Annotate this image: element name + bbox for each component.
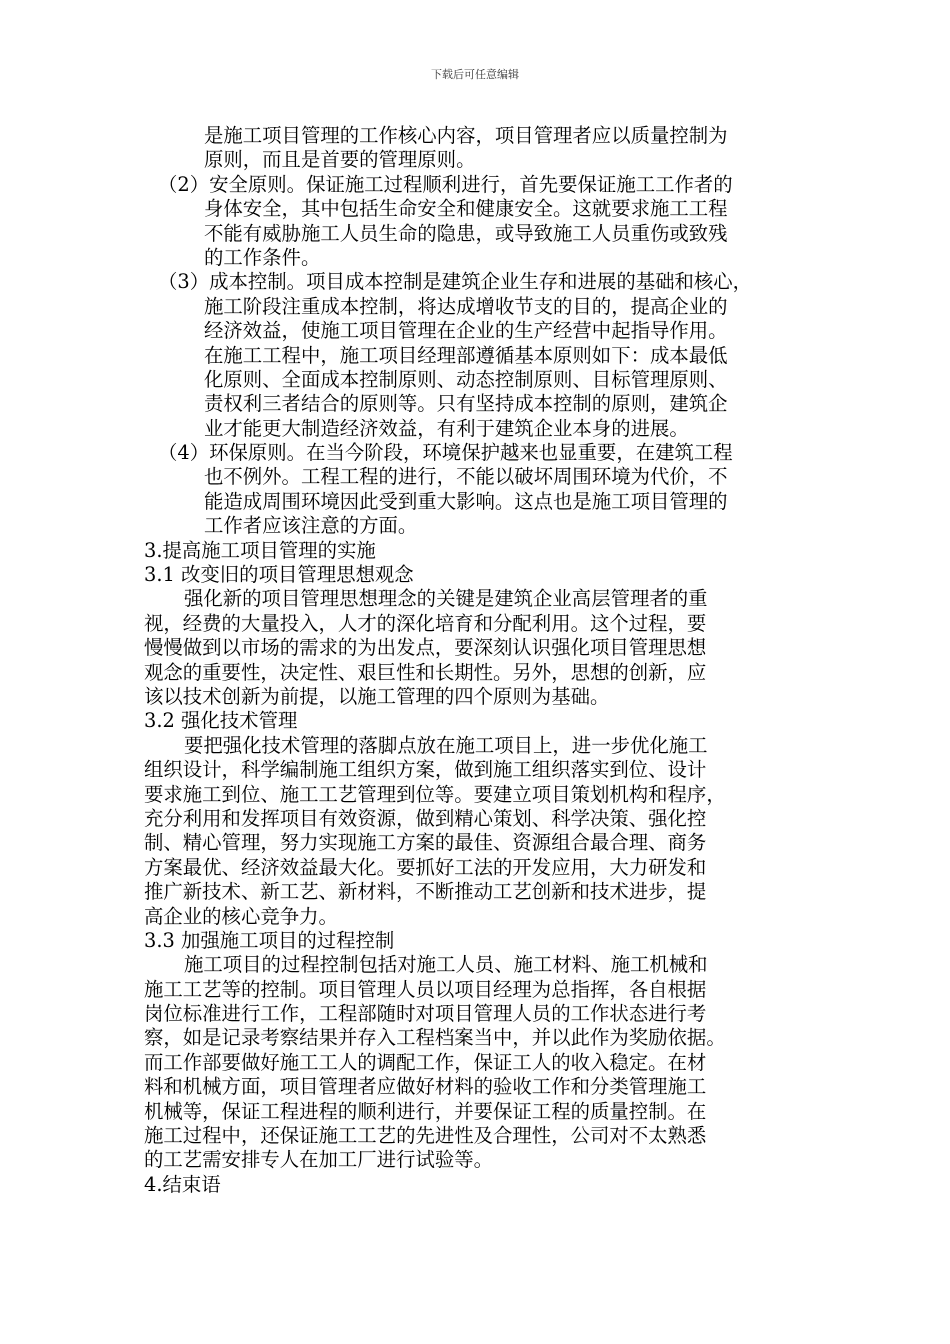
- text-line: 视，经费的大量投入，人才的深化培育和分配利用。这个过程，要: [144, 611, 707, 635]
- subsection-heading: 3.2 强化技术管理: [144, 709, 298, 733]
- document-body: [144, 124, 810, 1197]
- text-line: 方案最优、经济效益最大化。要抓好工法的开发应用，大力研发和: [144, 855, 707, 879]
- text-line: 观念的重要性，决定性、艰巨性和长期性。另外，思想的创新，应: [144, 660, 707, 684]
- text-line: 能造成周围环境因此受到重大影响。这点也是施工项目管理的: [204, 489, 728, 513]
- text-line: 高企业的核心竞争力。: [144, 904, 338, 928]
- text-line: 的工艺需安排专人在加工厂进行试验等。: [144, 1148, 494, 1172]
- text-line: 在施工工程中，施工项目经理部遵循基本原则如下：成本最低: [204, 343, 728, 367]
- text-line: 而工作部要做好施工工人的调配工作，保证工人的收入稳定。在材: [144, 1050, 707, 1074]
- text-line: 组织设计，科学编制施工组织方案，做到施工组织落实到位、设计: [144, 758, 707, 782]
- text-line: 化原则、全面成本控制原则、动态控制原则、目标管理原则、: [204, 367, 728, 391]
- page-header: 下载后可任意编辑: [431, 68, 519, 81]
- text-line: 是施工项目管理的工作核心内容，项目管理者应以质量控制为: [204, 124, 728, 147]
- text-line: 的工作条件。: [204, 245, 321, 269]
- text-line: 施工项目的过程控制包括对施工人员、施工材料、施工机械和: [184, 953, 708, 977]
- text-line: 身体安全，其中包括生命安全和健康安全。这就要求施工工程: [204, 197, 728, 221]
- text-line: 经济效益，使施工项目管理在企业的生产经营中起指导作用。: [204, 319, 728, 343]
- section-heading: 4.结束语: [144, 1172, 221, 1196]
- text-line: 料和机械方面，项目管理者应做好材料的验收工作和分类管理施工: [144, 1075, 707, 1099]
- text-line: 制、精心管理，努力实现施工方案的最佳、资源组合最合理、商务: [144, 831, 707, 855]
- text-line: 察，如是记录考察结果并存入工程档案当中，并以此作为奖励依据。: [144, 1026, 726, 1050]
- text-line: 不能有威胁施工人员生命的隐患，或导致施工人员重伤或致残: [204, 221, 728, 245]
- list-item-line: （2）安全原则。保证施工过程顺利进行，首先要保证施工工作者的: [158, 172, 733, 196]
- text-line: 慢慢做到以市场的需求的为出发点，要深刻认识强化项目管理思想: [144, 636, 707, 660]
- text-line: 强化新的项目管理思想理念的关键是建筑企业高层管理者的重: [184, 587, 708, 611]
- text-line: 要求施工到位、施工工艺管理到位等。要建立项目策划机构和程序，: [144, 782, 726, 806]
- text-line: 责权利三者结合的原则等。只有坚持成本控制的原则，建筑企: [204, 392, 728, 416]
- text-line: 要把强化技术管理的落脚点放在施工项目上，进一步优化施工: [184, 733, 708, 757]
- text-line: 机械等，保证工程进程的顺利进行，并要保证工程的质量控制。在: [144, 1099, 707, 1123]
- subsection-heading: 3.1 改变旧的项目管理思想观念: [144, 563, 414, 587]
- list-item-line: （3）成本控制。项目成本控制是建筑企业生存和进展的基础和核心，: [158, 270, 753, 294]
- list-item-line: （4）环保原则。在当今阶段，环境保护越来也显重要，在建筑工程: [158, 441, 733, 465]
- subsection-heading: 3.3 加强施工项目的过程控制: [144, 928, 395, 952]
- text-line: 施工阶段注重成本控制，将达成增收节支的目的，提高企业的: [204, 294, 728, 318]
- text-line: 岗位标准进行工作，工程部随时对项目管理人员的工作状态进行考: [144, 1002, 707, 1026]
- text-line: 业才能更大制造经济效益，有利于建筑企业本身的进展。: [204, 416, 689, 440]
- text-line: 充分利用和发挥项目有效资源，做到精心策划、科学决策、强化控: [144, 806, 707, 830]
- text-line: 施工过程中，还保证施工工艺的先进性及合理性，公司对不太熟悉: [144, 1124, 707, 1148]
- text-line: 施工工艺等的控制。项目管理人员以项目经理为总指挥，各自根据: [144, 977, 707, 1001]
- text-line: 原则，而且是首要的管理原则。: [204, 148, 476, 172]
- text-line: 工作者应该注意的方面。: [204, 514, 418, 538]
- text-line: 也不例外。工程工程的进行，不能以破坏周围环境为代价，不: [204, 465, 728, 489]
- text-line: 该以技术创新为前提，以施工管理的四个原则为基础。: [144, 684, 610, 708]
- section-heading: 3.提高施工项目管理的实施: [144, 538, 376, 562]
- text-line: 推广新技术、新工艺、新材料，不断推动工艺创新和技术进步，提: [144, 880, 707, 904]
